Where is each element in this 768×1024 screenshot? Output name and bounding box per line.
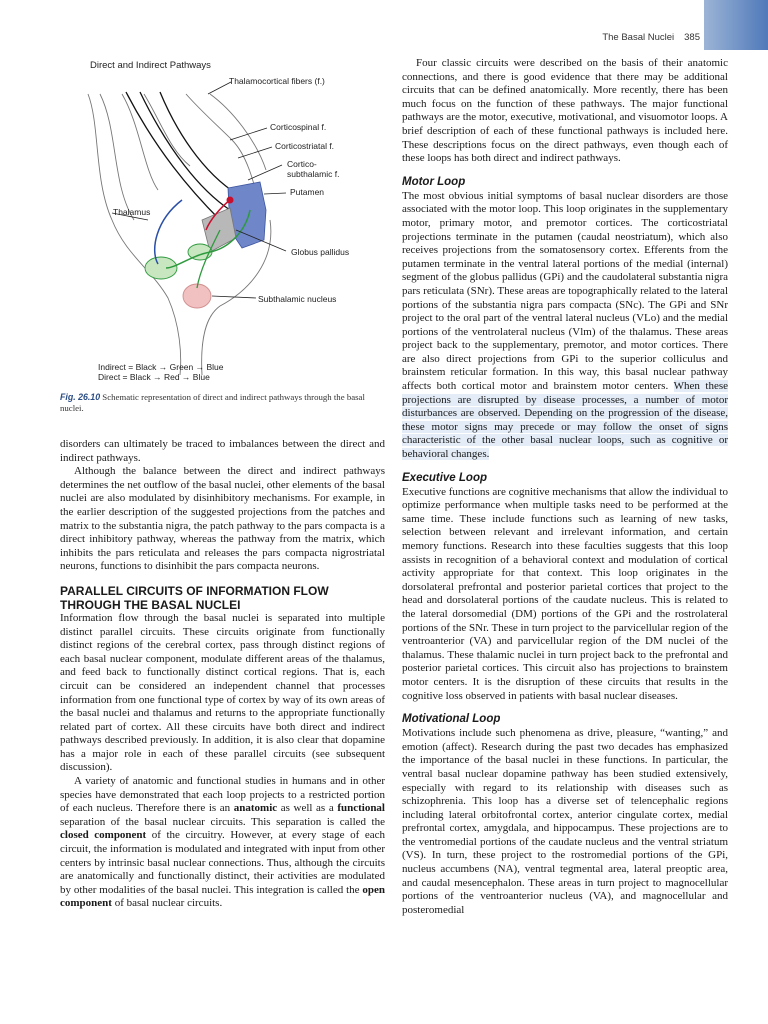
paragraph: Motivations include such phenomena as drive, pleasure, “wanting,” and emotion (affect). Research during the past two decades has emphasized the importance of the basal nuclei in these functions. In particular, the ventral basal nuclear dopamine pathway has been studied extensively, especially with regard to its relationship with diseases such as schizophrenia. This loop has a diverse set of telencephalic regions including lateral orbitofrontal cortex, anterior cingulate cortex, medial prefrontal cortex, amygdala, and hippocampus. These projections are to the ventromedial portions of the caudate nucleus and the ventral striatum (VS). In turn, these project to the rostromedial portions of the GPi, nucleus accumbens (NA), ventral tegmental area, lateral preoptic area, and caudal mesencephalon. These areas in turn project to magnocellular portions of the ventroanterior nucleus (VA), and magnocellular and posteromedial xyxy=(402,727,728,916)
label-subthalamic: Subthalamic nucleus xyxy=(258,294,337,304)
label-corticospinal: Corticospinal f. xyxy=(270,122,327,132)
legend-direct-black: Black xyxy=(129,372,151,382)
corticospinal-fiber xyxy=(126,92,220,220)
paragraph: Although the balance between the direct and indirect pathways determines the net outflow of the basal nuclei, other elements of the basal nuclei are also modulated by disinhibitory mechanisms. For example, in the earlier description of the suggested projections from the patches and matrix to the substantia nigra, the patch pathway to the pars compacta is a direct inhibitory pathway, whereas the pathway from the matrix, which inhibits the pars reticulata and releases the pars compacta nigrostriatal neurons, functions to disinhibit the pars compacta neurons. xyxy=(60,465,386,573)
highlighted-text: When these projections are disrupted by disease processes, a number of motor disturbances are observed. Depending on the progression of the disease, these motor signs may precede or may follow the onset of signs characteristic of the other basal nuclear loops, such as cognitive or behavioral changes. xyxy=(402,380,728,461)
subsection-heading-motivational: Motivational Loop xyxy=(402,713,501,726)
leader-corticospinal xyxy=(230,128,267,140)
subsection-heading-motor: Motor Loop xyxy=(402,175,466,188)
page-number: 385 xyxy=(684,32,700,43)
caption-label: Fig. 26.10 xyxy=(60,392,101,402)
arrow-icon: → xyxy=(153,372,162,382)
legend-indirect-blue: Blue xyxy=(206,362,224,372)
arrow-icon: → xyxy=(158,362,168,372)
term-anatomic: anatomic xyxy=(233,802,278,815)
term-open-component: open component xyxy=(60,883,385,910)
subsection-heading-executive: Executive Loop xyxy=(402,471,487,484)
left-column xyxy=(60,438,385,911)
arrow-icon: → xyxy=(195,362,205,372)
leader-thalamocortical xyxy=(208,82,231,94)
paragraph: A variety of anatomic and functional studies in humans and in other species have demonstrated that each loop projects to a restricted portion of each nucleus. Therefore there is an anatomic as well as a functional separation of the basal nuclear circuits. This separation is called the closed component of the circuitry. However, at every stage of each circuit, the information is modulated and integrated with input from other centers by intrinsic basal nuclear connections. Thus, although the circuits are anatomically and functionally distinct, their activities are modulated by other modalities of the basal nuclei. This integration is called the open component of basal nuclear circuits. xyxy=(60,775,385,910)
label-globus-pallidus: Globus pallidus xyxy=(291,247,350,257)
label-corticostriatal: Corticostriatal f. xyxy=(275,141,335,151)
legend-indirect-black: Black xyxy=(135,362,157,372)
blue-pathway xyxy=(155,200,182,264)
cortex-fold-4 xyxy=(210,94,266,170)
paragraph: disorders can ultimately be traced to imbalances between the direct and indirect pathways. xyxy=(60,438,385,464)
pathway-diagram xyxy=(60,70,390,380)
arrow-icon: → xyxy=(181,372,191,382)
legend-indirect-green: Green xyxy=(169,362,194,372)
paragraph: Information flow through the basal nuclei is separated into multiple distinct parallel circuits. These circuits originate from functionally distinct regions of the cerebral cortex, pass through distinct regions of each basal nuclear component, modulate different areas of the thalamus, and feed back to functionally distinct cortical regions. That is, each circuit can be considered an independent channel that processes information from one functional type of cortex by way of its own areas of the basal nuclei and thalamus and returns to the appropriate functionally related part of cortex. All these circuits have both direct and indirect pathways described previously. In addition, it is also clear that dopamine has a major role in each of these parallel circuits (see subsequent discussion). xyxy=(60,611,385,774)
corticostriatal-fiber xyxy=(140,92,230,210)
figure-title: Direct and Indirect Pathways xyxy=(90,60,211,71)
section-heading: PARALLEL CIRCUITS OF INFORMATION FLOW THROUGH THE BASAL NUCLEI xyxy=(60,583,329,612)
thalamus-shape xyxy=(145,257,177,279)
cortex-fold-2 xyxy=(144,94,190,166)
legend-direct xyxy=(98,372,210,382)
legend-direct-red: Red xyxy=(163,372,180,382)
term-functional: functional xyxy=(337,802,385,815)
paragraph: Executive functions are cognitive mechanisms that allow the individual to optimize performance when multiple tasks need to be performed at the same time. These include functions such as learning of new tasks, selection between relevant and irrelevant information, and certain memory functions. Research into these faculties suggests that this loop assists in recognition of a behavioral context and modulation of cortical activity appropriate for that context. This loop originates in the dorsolateral prefrontal and posterior parietal cortices that project to the head and dorsolateral portions of the caudate nucleus. This is related to the lateral dorsomedial (DM) portions of the GPi and the rostrolateral portions of the SNr. These in turn project to the parvicellular region of the ventroanterior (VA) and parvicellular region of the DM nuclei of the thalamus. These thalamic nuclei in turn project back to the prefrontal and posterior parietal cortices. This circuit also has projections to brainstem motor centers. It is the disruption of these circuits that results in the cognitive loss observed in patients with basal nuclear diseases. xyxy=(402,485,728,702)
running-title: The Basal Nuclei xyxy=(602,32,675,43)
caption-text: Schematic representation of direct and indirect pathways through the basal nuclei. xyxy=(60,392,365,413)
chapter-tab xyxy=(704,0,768,50)
legend-direct-blue: Blue xyxy=(192,372,210,382)
legend-direct-label: Direct = xyxy=(98,372,128,382)
label-putamen: Putamen xyxy=(290,187,325,197)
figure-caption xyxy=(60,392,385,414)
legend-indirect xyxy=(98,362,224,372)
paragraph: Four classic circuits were described on the basis of their anatomic connections, and there is good evidence that there may be additional circuits that can be defined anatomically. More recently, there has been much focus on the function of these pathways. The major functional pathways are the motor, executive, motivational, and visuomotor loops. A brief description of each of these functional pathways is included here. These descriptions focus on the direct pathways, even though each of these loops has both direct and indirect pathways. xyxy=(402,57,728,165)
leader-putamen xyxy=(264,193,286,194)
label-thalamus: Thalamus xyxy=(113,207,151,217)
red-node xyxy=(227,197,234,204)
label-corticosubthalamic-2: subthalamic f. xyxy=(287,169,340,179)
right-column xyxy=(402,57,728,917)
legend-indirect-label: Indirect = xyxy=(98,362,134,372)
running-header xyxy=(560,32,700,43)
paragraph: The most obvious initial symptoms of basal nuclear disorders are those associated with the motor loop. This loop originates in the supplementary motor, primary motor, and premotor cortices. The corticostriatal projections terminate in the putamen (caudal neostriatum), which also receives projections from the somatosensory cortex. Efferents from the putamen terminate in the ventral lateral portions of the medial (internal) segment of the globus pallidus (GPi) and the caudolateral substantia nigra pars reticulata (SNr). These areas are topographically related to the lateral portions of the substantia nigra pars compacta (SNc). The GPi and SNr project to the oral part of the ventral lateral nucleus (VLo) and the medial portions of the ventrolateral nucleus (Vlm) of the thalamus. These areas project back to the supplementary, premotor, and motor cortices. There are also direct projections from GPi to the superior colliculus and brainstem reticular formation. In this way, this basal nuclear pathway affects both cortical motor and brainstem motor centers. When these projections are disrupted by disease processes, a number of motor disturbances are observed. Depending on the progression of the disease, these motor signs may precede or may follow the onset of signs characteristic of the other basal nuclear loops, such as cognitive or behavioral changes. xyxy=(402,189,728,461)
term-closed-component: closed component xyxy=(60,829,147,842)
label-corticosubthalamic-1: Cortico- xyxy=(287,159,317,169)
leader-corticostriatal xyxy=(238,147,272,158)
label-thalamocortical: Thalamocortical fibers (f.) xyxy=(229,76,325,86)
